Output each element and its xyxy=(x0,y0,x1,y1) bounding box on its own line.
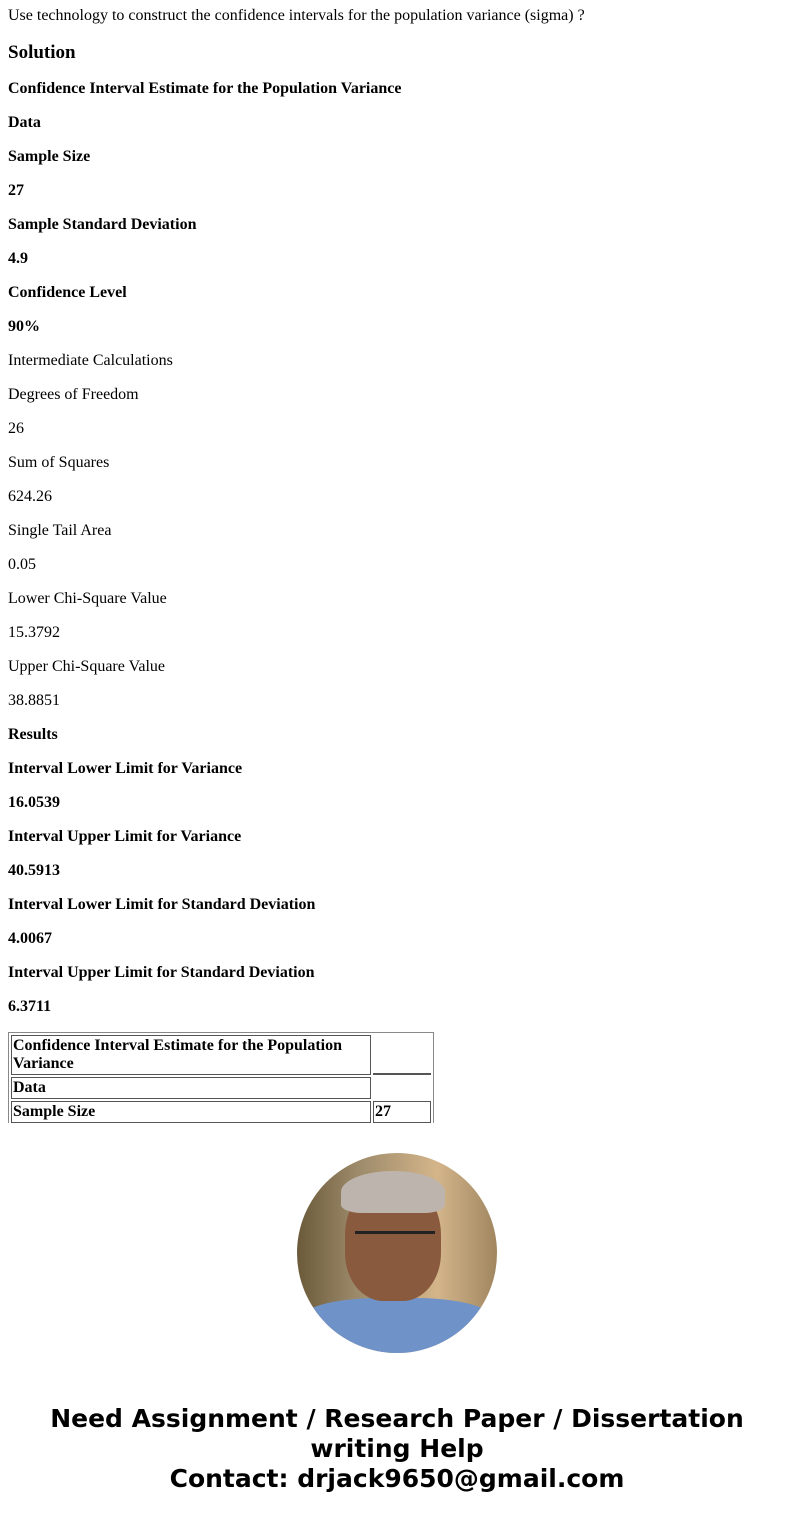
solution-line: Degrees of Freedom xyxy=(8,386,139,403)
solution-line: Upper Chi-Square Value xyxy=(8,658,165,675)
solution-line: 4.9 xyxy=(8,250,28,267)
solution-line: 15.3792 xyxy=(8,624,60,641)
solution-heading: Solution xyxy=(8,42,76,63)
footer-help-text: Need Assignment / Research Paper / Dissertation writing Help xyxy=(50,1404,744,1463)
author-photo xyxy=(297,1153,497,1353)
solution-content xyxy=(8,0,788,1123)
solution-line: Confidence Level xyxy=(8,284,127,301)
question-text: Use technology to construct the confidence intervals for the population variance (sigma) ? xyxy=(8,7,585,24)
solution-line: 624.26 xyxy=(8,488,52,505)
footer-banner xyxy=(0,1404,794,1494)
solution-line: 27 xyxy=(8,182,24,199)
table-data-cell: Data xyxy=(11,1077,371,1099)
solution-line: 4.0067 xyxy=(8,930,52,947)
table-row xyxy=(11,1077,431,1099)
solution-line: Confidence Interval Estimate for the Population Variance xyxy=(8,80,402,97)
solution-line: Sum of Squares xyxy=(8,454,110,471)
table-empty-cell xyxy=(373,1035,431,1075)
solution-line: Data xyxy=(8,114,41,131)
solution-line: 6.3711 xyxy=(8,998,52,1015)
solution-line: Interval Lower Limit for Standard Deviation xyxy=(8,896,316,913)
table-sample-size-value: 27 xyxy=(373,1101,431,1123)
solution-line: Single Tail Area xyxy=(8,522,112,539)
solution-line: Interval Upper Limit for Variance xyxy=(8,828,242,845)
solution-line: Sample Size xyxy=(8,148,91,165)
solution-line: Interval Upper Limit for Standard Deviation xyxy=(8,964,315,981)
solution-line: 16.0539 xyxy=(8,794,60,811)
table-row xyxy=(11,1101,431,1123)
solution-line: Results xyxy=(8,726,58,743)
solution-lines xyxy=(8,80,788,1016)
table-empty-cell xyxy=(373,1077,431,1099)
solution-line: 40.5913 xyxy=(8,862,60,879)
table-sample-size-label: Sample Size xyxy=(11,1101,371,1123)
solution-line: Intermediate Calculations xyxy=(8,352,173,369)
solution-line: 0.05 xyxy=(8,556,36,573)
results-table xyxy=(8,1032,434,1123)
solution-line: 26 xyxy=(8,420,24,437)
footer-contact-text: Contact: drjack9650@gmail.com xyxy=(169,1464,625,1493)
solution-line: Lower Chi-Square Value xyxy=(8,590,167,607)
solution-line: 90% xyxy=(8,318,40,335)
solution-line: Sample Standard Deviation xyxy=(8,216,197,233)
solution-line: Interval Lower Limit for Variance xyxy=(8,760,243,777)
table-title-cell: Confidence Interval Estimate for the Population Variance xyxy=(11,1035,371,1075)
table-row xyxy=(11,1035,431,1075)
solution-line: 38.8851 xyxy=(8,692,60,709)
